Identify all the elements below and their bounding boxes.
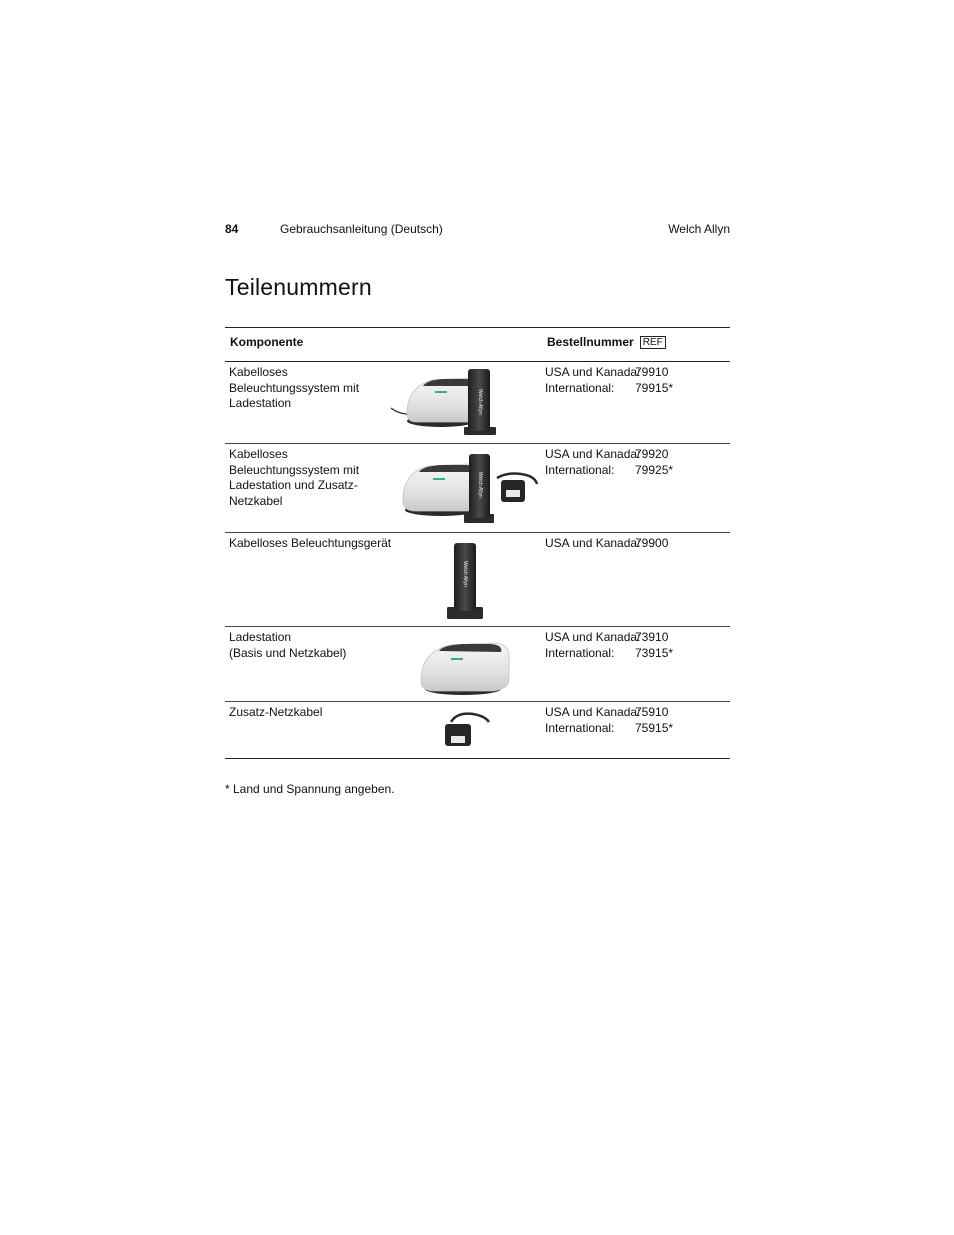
order-line: [545, 721, 725, 737]
parts-table: [225, 327, 730, 759]
table-row: [225, 627, 730, 702]
order-line: [545, 705, 725, 721]
order-number: 73915*: [635, 645, 674, 660]
order-number: 75910: [635, 705, 669, 719]
component-name: Kabelloses Beleuchtungsgerät: [229, 536, 392, 550]
page-number: 84: [225, 222, 239, 236]
order-numbers: [545, 365, 725, 396]
svg-text:Welch Allyn: Welch Allyn: [477, 389, 483, 415]
order-line: [545, 630, 725, 646]
component-name: Ladestation (Basis und Netzkabel): [229, 630, 347, 660]
order-numbers: [545, 536, 725, 552]
charging-station-with-light-unit-image: [389, 364, 539, 445]
brand-name: Welch Allyn: [668, 222, 730, 236]
charging-station-image: [413, 633, 513, 702]
footnote: * Land und Spannung angeben.: [225, 782, 395, 796]
component-name: Kabelloses Beleuchtungssystem mit Ladestation: [229, 365, 360, 410]
column-header-order-number: Bestellnummer REF: [547, 335, 666, 349]
order-numbers: [545, 705, 725, 736]
order-line: [545, 447, 725, 463]
page-title: Teilenummern: [225, 274, 372, 300]
charging-station-light-unit-and-cable-image: [389, 450, 539, 535]
region-label: USA und Kanada:: [545, 536, 641, 550]
order-numbers: [545, 630, 725, 661]
region-label: USA und Kanada:: [545, 630, 641, 644]
ref-symbol: REF: [640, 336, 666, 349]
component-name: Zusatz-Netzkabel: [229, 705, 323, 719]
document-title: Gebrauchsanleitung (Deutsch): [280, 222, 443, 236]
table-header: [225, 328, 730, 362]
page-header: [225, 222, 730, 238]
region-label: International:: [545, 380, 615, 395]
light-unit-image: [443, 541, 487, 626]
order-number: 79900: [635, 536, 669, 550]
table-row: [225, 533, 730, 627]
order-number: 75915*: [635, 720, 674, 735]
column-header-component: Komponente: [230, 335, 304, 349]
order-number: 79915*: [635, 380, 674, 395]
region-label: USA und Kanada:: [545, 365, 641, 379]
region-label: USA und Kanada:: [545, 705, 641, 719]
order-number: 79925*: [635, 462, 674, 477]
component-name: Kabelloses Beleuchtungssystem mit Ladestation und Zusatz- Netzkabel: [229, 447, 360, 508]
order-number: 79920: [635, 447, 669, 461]
table-row: [225, 702, 730, 758]
svg-text:Welch Allyn: Welch Allyn: [477, 472, 483, 498]
region-label: International:: [545, 645, 615, 660]
table-row: [225, 362, 730, 444]
power-cable-image: [441, 708, 491, 757]
svg-text:Welch Allyn: Welch Allyn: [462, 561, 468, 587]
order-number: 73910: [635, 630, 669, 644]
order-line: [545, 536, 725, 552]
table-row: [225, 444, 730, 533]
order-line: [545, 365, 725, 381]
region-label: USA und Kanada:: [545, 447, 641, 461]
order-number: 79910: [635, 365, 669, 379]
order-numbers: [545, 447, 725, 478]
order-line: [545, 463, 725, 479]
region-label: International:: [545, 720, 615, 735]
order-line: [545, 381, 725, 397]
order-line: [545, 646, 725, 662]
region-label: International:: [545, 462, 615, 477]
